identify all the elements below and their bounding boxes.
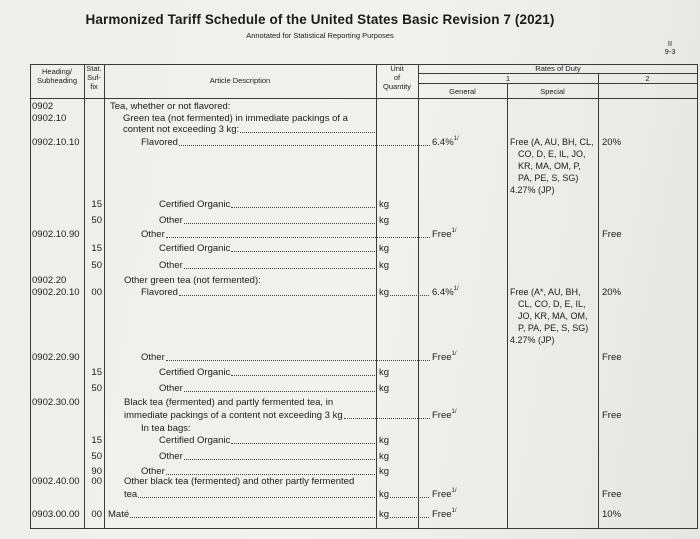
general-rate: Free$^{1/}$ (432, 409, 457, 421)
special-rate: KR, MA, OM, P, (518, 161, 581, 171)
header-unit-line2: of (393, 73, 401, 82)
unit-of-quantity: kg (379, 435, 390, 446)
footnote-marker: 1/ (451, 409, 457, 415)
special-rate: Free (A*, AU, BH, (510, 287, 581, 297)
heading-code: 0902.40.00 (32, 476, 80, 487)
general-rate: Free$^{1/}$ (432, 228, 457, 240)
table-right-border (697, 64, 698, 529)
stat-suffix: 15 (91, 243, 102, 254)
heading-code: 0902.20.90 (32, 352, 80, 363)
article-description: Other (141, 352, 165, 363)
header-heading-line1: Heading/ (41, 67, 73, 76)
special-rate: 4.27% (JP) (510, 335, 555, 345)
unit-of-quantity: kg (379, 260, 390, 271)
column-2-rate: Free (602, 352, 622, 363)
header-special: Special (540, 87, 565, 96)
header-stat (84, 64, 104, 91)
header-heading (30, 67, 84, 85)
unit-of-quantity: kg (379, 367, 390, 378)
stat-suffix: 00 (91, 287, 102, 298)
footnote-marker: 1/ (451, 508, 457, 514)
unit-of-quantity: kg (379, 383, 390, 394)
header-col1: 1 (505, 74, 511, 83)
column-2-rate: 20% (602, 287, 622, 298)
header-rates: Rates of Duty (535, 64, 581, 73)
general-special-divider (507, 83, 508, 529)
footnote-marker: 1/ (453, 136, 459, 142)
stat-suffix: 90 (91, 466, 102, 477)
leader-dots (179, 145, 430, 146)
page-number-roman: II (667, 39, 673, 48)
stat-suffix: 50 (91, 215, 102, 226)
stat-suffix: 15 (91, 199, 102, 210)
header-stat-line1: Stat. (86, 64, 102, 73)
special-rate: CO, D, E, IL, JO, (518, 149, 586, 159)
col1-rule (418, 83, 698, 84)
heading-stat-divider (84, 64, 85, 529)
leader-dots (231, 443, 375, 444)
article-description: immediate packings of a content not exceeding 3 kg (124, 410, 343, 421)
leader-dots (344, 418, 430, 419)
footnote-marker: 1/ (451, 351, 457, 357)
leader-dots (390, 295, 429, 296)
leader-dots (184, 459, 375, 460)
stat-suffix: 50 (91, 451, 102, 462)
unit-of-quantity: kg (379, 199, 390, 210)
special-rate: Free (A, AU, BH, CL, (510, 137, 594, 147)
heading-code: 0902.10.90 (32, 229, 80, 240)
stat-suffix: 00 (91, 476, 102, 487)
special-rate: 4.27% (JP) (510, 185, 555, 195)
header-general: General (449, 87, 476, 96)
column-2-rate: 10% (602, 509, 622, 520)
header-unit (376, 64, 418, 91)
leader-dots (138, 497, 375, 498)
general-rate: Free$^{1/}$ (432, 351, 457, 363)
article-description: Certified Organic (159, 243, 231, 254)
heading-code: 0903.00.00 (32, 509, 80, 520)
article-description: Certified Organic (159, 435, 231, 446)
header-unit-line3: Quantity (383, 82, 411, 91)
unit-of-quantity: kg (379, 489, 390, 500)
article-description: In tea bags: (141, 423, 191, 434)
heading-code: 0902.10.10 (32, 137, 80, 148)
footnote-marker: 1/ (451, 488, 457, 494)
unit-of-quantity: kg (379, 243, 390, 254)
header-description: Article Description (209, 76, 271, 85)
table-left-border (30, 64, 31, 529)
footnote-marker: 1/ (451, 228, 457, 234)
stat-suffix: 00 (91, 509, 102, 520)
unit-of-quantity: kg (379, 466, 390, 477)
special-rate: JO, KR, MA, OM, (518, 311, 588, 321)
column-2-rate: Free (602, 229, 622, 240)
article-description: tea (124, 489, 138, 500)
stat-suffix: 15 (91, 435, 102, 446)
header-col2: 2 (645, 74, 650, 83)
heading-code: 0902.30.00 (32, 397, 80, 408)
header-unit-line1: Unit (390, 64, 404, 73)
header-stat-line2: Suf- (87, 73, 101, 82)
article-description: Green tea (not fermented) in immediate packings of a (123, 113, 348, 124)
unit-rates-divider (418, 64, 419, 529)
special-rate: PA, PE, S, SG) (518, 173, 579, 183)
header-stat-line3: fix (90, 82, 98, 91)
leader-dots (231, 207, 375, 208)
special-rate: CL, CO, D, E, IL, (518, 299, 586, 309)
unit-of-quantity: kg (379, 509, 390, 520)
column-2-rate: Free (602, 489, 622, 500)
leader-dots (184, 391, 375, 392)
article-description: Other (141, 466, 165, 477)
unit-of-quantity: kg (379, 451, 390, 462)
heading-code: 0902.20 (32, 275, 67, 286)
article-description: Other (159, 451, 183, 462)
special-rate: P, PA, PE, S, SG) (518, 323, 589, 333)
leader-dots (179, 295, 375, 296)
article-description: Other green tea (not fermented): (124, 275, 261, 286)
article-description: Other (159, 215, 183, 226)
general-rate: Free$^{1/}$ (432, 508, 457, 520)
unit-of-quantity: kg (379, 215, 390, 226)
article-description: Flavored (141, 287, 178, 298)
article-description: Other (159, 260, 183, 271)
article-description: Other (141, 229, 165, 240)
article-description: Certified Organic (159, 199, 231, 210)
column-2-rate: 20% (602, 137, 622, 148)
stat-suffix: 15 (91, 367, 102, 378)
leader-dots (184, 223, 375, 224)
general-rate: Free$^{1/}$ (432, 488, 457, 500)
article-description: Other (159, 383, 183, 394)
leader-dots (240, 132, 375, 133)
article-description: Certified Organic (159, 367, 231, 378)
article-description: Maté (108, 509, 130, 520)
leader-dots (166, 237, 430, 238)
unit-of-quantity: kg (379, 287, 390, 298)
article-description: Other black tea (fermented) and other partly fermented (124, 476, 355, 487)
leader-dots (130, 517, 375, 518)
heading-code: 0902 (32, 101, 54, 112)
article-description: Black tea (fermented) and partly fermented tea, in (124, 397, 334, 408)
article-description: Flavored (141, 137, 178, 148)
page-number (655, 40, 685, 56)
general-rate: 6.4%$^{1/}$ (432, 286, 459, 298)
page-number-chapter: 9-3 (664, 47, 676, 56)
leader-dots (231, 375, 375, 376)
document-subtitle: Annotated for Statistical Reporting Purposes (246, 31, 394, 40)
leader-dots (166, 360, 430, 361)
leader-dots (390, 497, 429, 498)
header-heading-line2: Subheading (36, 76, 78, 85)
heading-code: 0902.20.10 (32, 287, 80, 298)
article-description: Tea, whether or not flavored: (110, 101, 231, 112)
leader-dots (184, 268, 375, 269)
stat-suffix: 50 (91, 260, 102, 271)
leader-dots (390, 517, 429, 518)
column-2-rate: Free (602, 410, 622, 421)
document-title: Harmonized Tariff Schedule of the United States Basic Revision 7 (2021) (85, 12, 555, 27)
stat-suffix: 50 (91, 383, 102, 394)
desc-unit-divider (376, 64, 377, 529)
footnote-marker: 1/ (453, 286, 459, 292)
heading-code: 0902.10 (32, 113, 67, 124)
leader-dots (166, 474, 375, 475)
general-rate: 6.4%$^{1/}$ (432, 136, 459, 148)
col1-col2-divider (598, 73, 599, 529)
stat-desc-divider (104, 64, 105, 529)
leader-dots (231, 251, 375, 252)
article-description: content not exceeding 3 kg: (123, 124, 240, 135)
